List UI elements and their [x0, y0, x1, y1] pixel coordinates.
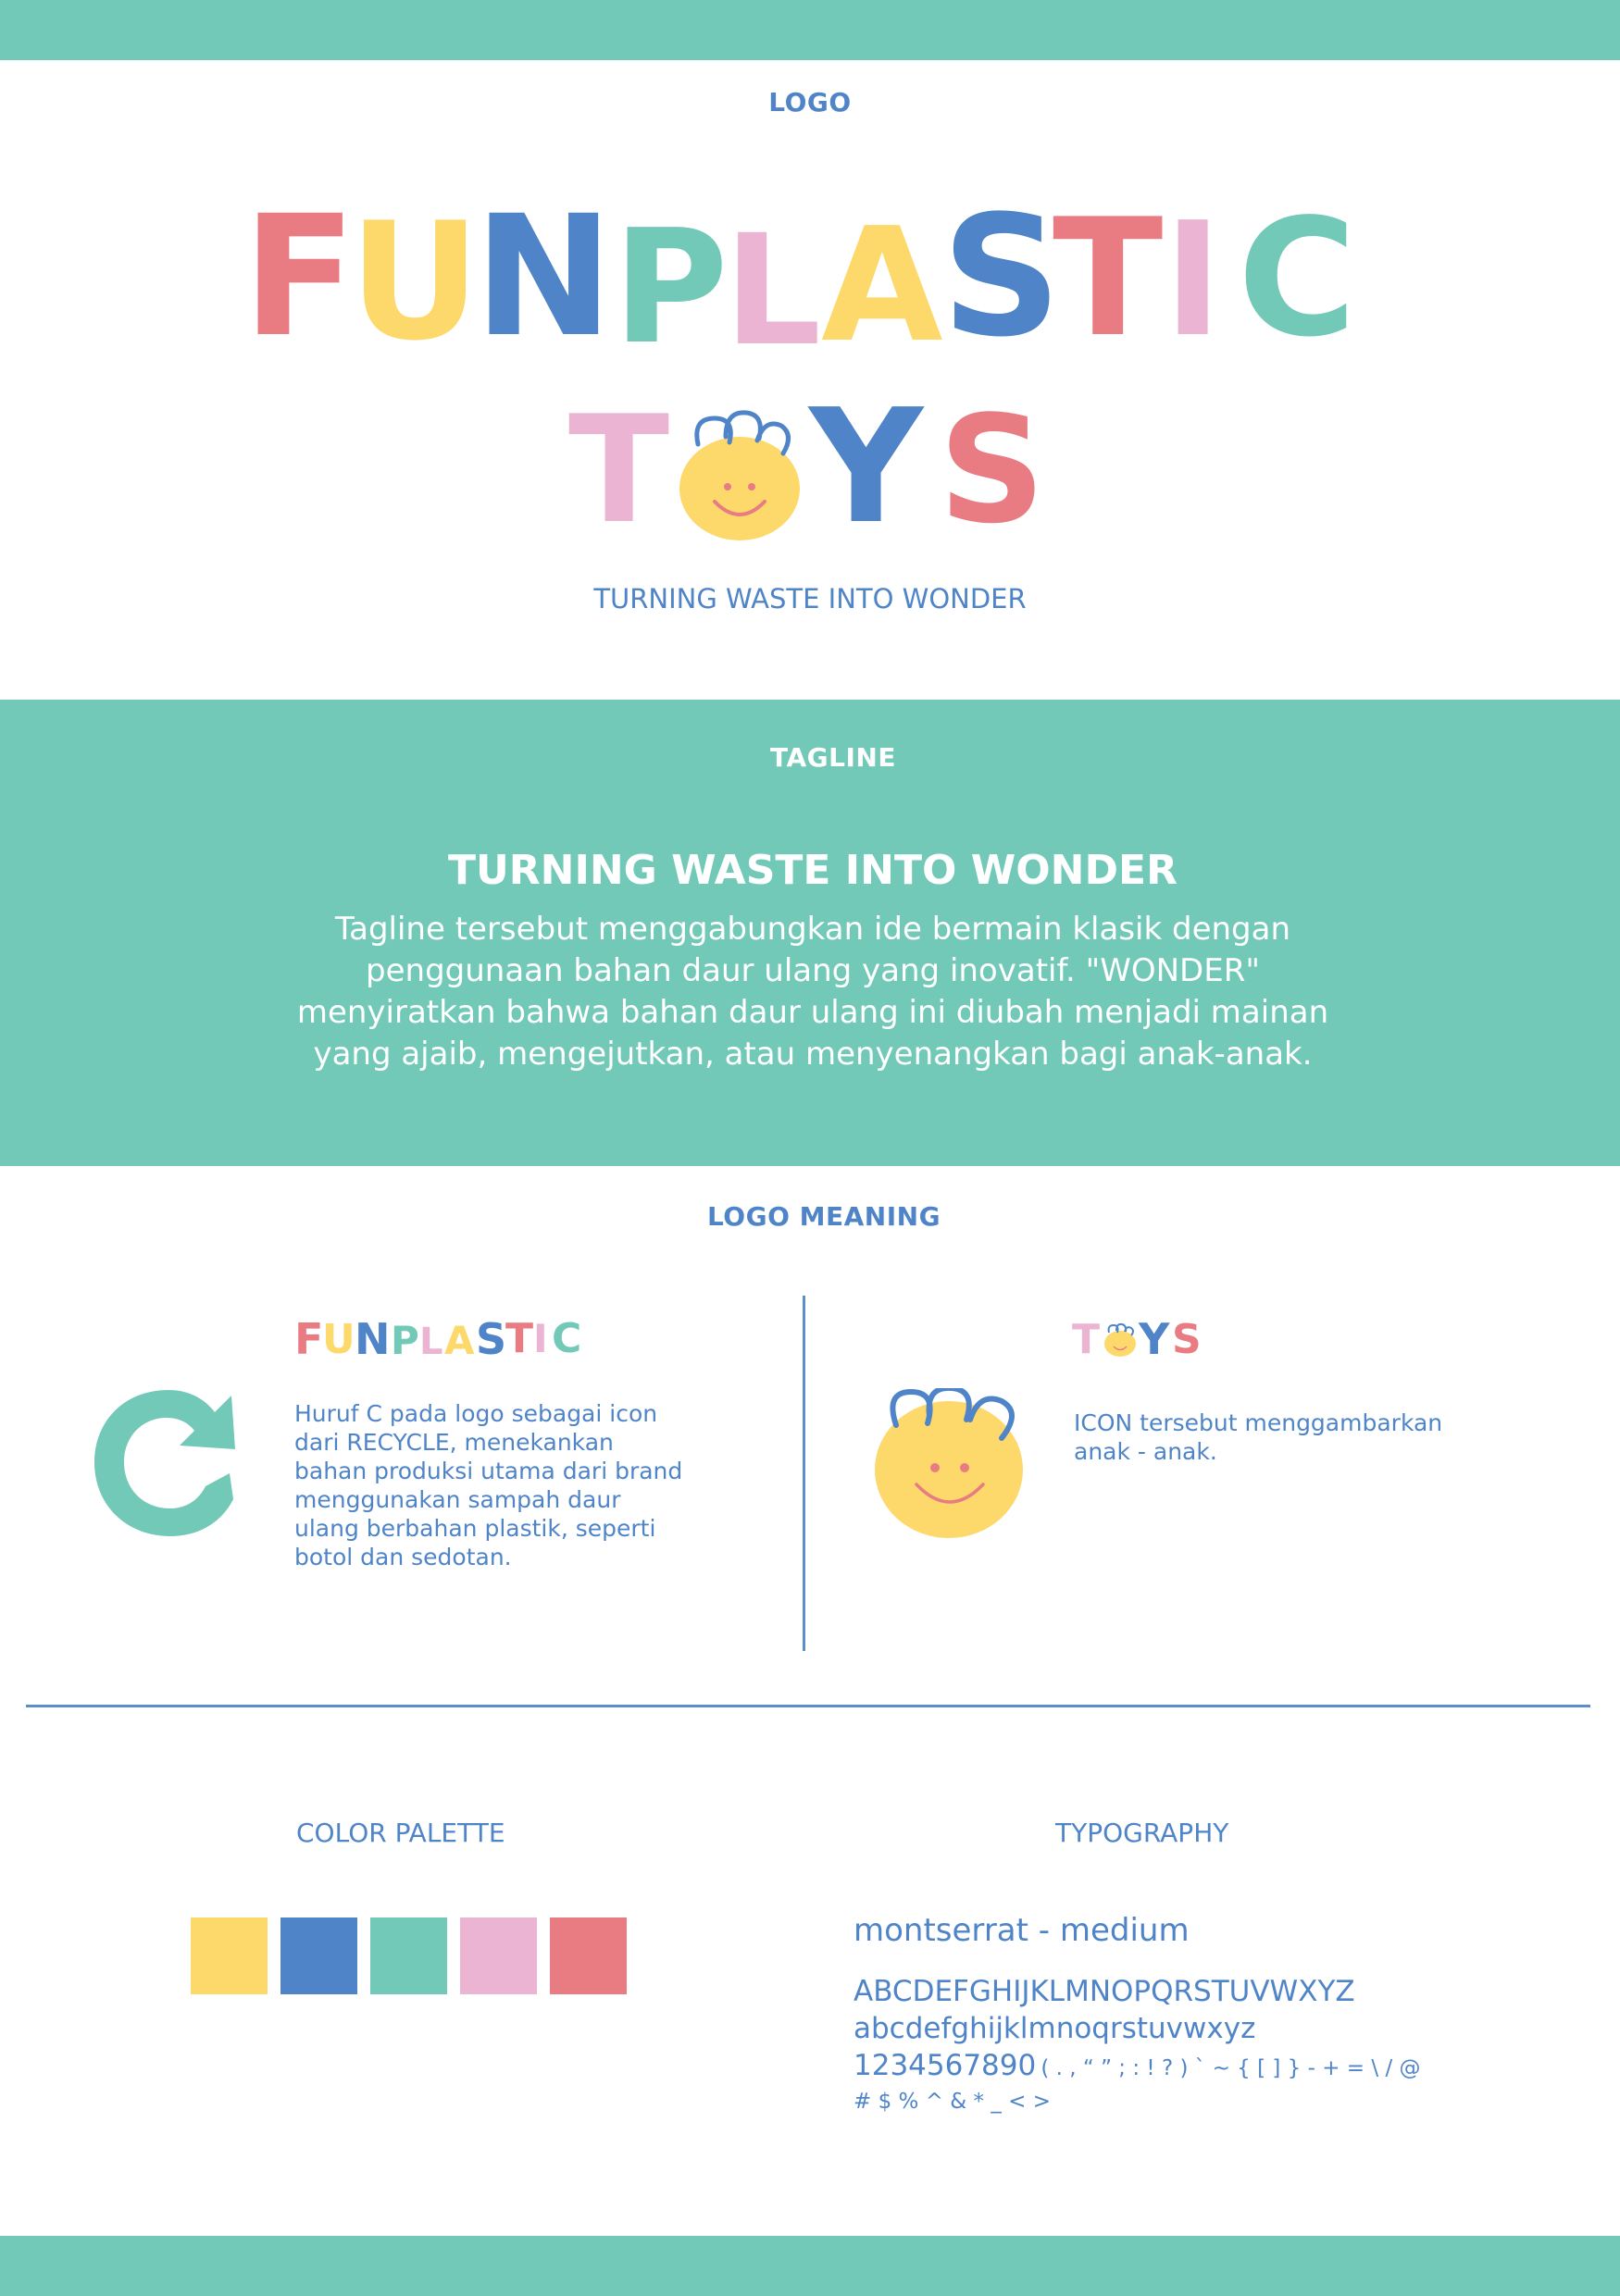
meaning-line: Huruf C pada logo sebagai icon: [294, 1400, 658, 1427]
tagline-line: menyiratkan bahwa bahan daur ulang ini diubah menjadi mainan: [296, 994, 1329, 1031]
mini-wordmark-funplastic: [294, 1314, 628, 1373]
logo-section-label: LOGO: [768, 87, 852, 118]
meaning-line: ulang berbahan plastik, seperti: [294, 1515, 656, 1542]
meaning-line: botol dan sedotan.: [294, 1544, 512, 1570]
logo-wordmark-line2: [568, 376, 1050, 559]
color-swatch-pink: [460, 1917, 537, 1994]
top-bar: [0, 0, 1620, 60]
logo-letter: F: [243, 180, 356, 374]
mini-letter: T: [1072, 1316, 1101, 1363]
meaning-line: menggunakan sampah daur: [294, 1486, 621, 1513]
mini-letter: T: [505, 1315, 534, 1362]
logo-letter: C: [1238, 185, 1357, 373]
bottom-bar: [0, 2236, 1620, 2296]
mini-letter: S: [1172, 1316, 1202, 1363]
mini-letter: F: [294, 1314, 324, 1364]
logo-wordmark-line1: [243, 180, 1381, 379]
meaning-line: ICON tersebut menggambarkan: [1074, 1409, 1443, 1436]
mini-letter: S: [476, 1314, 507, 1364]
logo-subtitle: TURNING WASTE INTO WONDER: [593, 583, 1027, 614]
typography-digits: 1234567890: [854, 2049, 1037, 2082]
typography-digits-row: [854, 2047, 1613, 2089]
color-swatch-blue: [280, 1917, 357, 1994]
meaning-line: anak - anak.: [1074, 1438, 1217, 1465]
typography-lowercase: abcdefghijklmnoqrstuvwxyz: [854, 2012, 1256, 2045]
color-swatch-red: [550, 1917, 627, 1994]
logo-letter: S: [941, 180, 1062, 374]
logo-letter: L: [724, 202, 822, 379]
tagline-line: Tagline tersebut menggabungkan ide bermain klasik dengan: [334, 911, 1291, 948]
logo-letter: N: [474, 180, 614, 374]
logo-letter: T: [568, 383, 670, 556]
tagline-description: [0, 909, 1620, 1075]
logo-meaning-left-text: [294, 1399, 729, 1571]
logo-meaning-right-text: [1074, 1409, 1500, 1466]
logo-letter: A: [821, 194, 943, 378]
color-swatch-yellow: [191, 1917, 268, 1994]
color-swatch-teal: [370, 1917, 447, 1994]
tagline-title: TURNING WASTE INTO WONDER: [448, 847, 1178, 894]
child-face-icon: [870, 1388, 1028, 1545]
logo-letter: P: [613, 196, 729, 379]
logo-letter: I: [1164, 189, 1223, 372]
meaning-column-divider: [803, 1296, 805, 1651]
logo-letter: T: [1053, 185, 1164, 373]
mini-letter: N: [355, 1314, 391, 1364]
mini-letter: P: [391, 1318, 419, 1363]
mini-wordmark-toys: [1072, 1314, 1220, 1373]
mini-letter: Y: [1139, 1314, 1170, 1364]
tagline-line: yang ajaib, mengejutkan, atau menyenangkan bagi anak-anak.: [313, 1036, 1313, 1073]
logo-meaning-label: LOGO MEANING: [706, 1201, 941, 1232]
color-palette-label: COLOR PALETTE: [296, 1818, 505, 1848]
tagline-line: penggunaan bahan daur ulang yang inovatif. "WONDER": [366, 952, 1260, 989]
mini-letter: A: [444, 1318, 475, 1363]
mini-letter: I: [533, 1316, 548, 1361]
meaning-line: dari RECYCLE, menekankan: [294, 1429, 614, 1456]
typography-uppercase: ABCDEFGHIJKLMNOPQRSTUVWXYZ: [854, 1975, 1355, 2008]
typography-label: TYPOGRAPHY: [1055, 1818, 1229, 1848]
typography-sample: [854, 1973, 1613, 2115]
section-divider: [26, 1705, 1590, 1707]
mini-letter: L: [419, 1321, 443, 1363]
logo-letter: Y: [809, 376, 924, 559]
typography-symbols-1: ( . , “ ” ; : ! ? ) ` ~ { [ ] } - + = \ / @: [1041, 2056, 1421, 2080]
smiley-face-icon: [670, 407, 809, 546]
typography-font-name: montserrat - medium: [854, 1912, 1190, 1949]
logo-letter: U: [349, 189, 481, 377]
mini-smiley-icon: [1102, 1322, 1139, 1359]
meaning-line: bahan produksi utama dari brand: [294, 1458, 683, 1484]
tagline-section-label: TAGLINE: [770, 742, 896, 773]
mini-letter: C: [552, 1315, 582, 1362]
mini-letter: U: [322, 1316, 355, 1363]
recycle-c-icon: [91, 1384, 239, 1542]
typography-symbols-2: # $ % ^ & * _ < >: [854, 2090, 1051, 2114]
logo-letter: S: [939, 383, 1046, 556]
color-swatches: [191, 1917, 672, 1994]
